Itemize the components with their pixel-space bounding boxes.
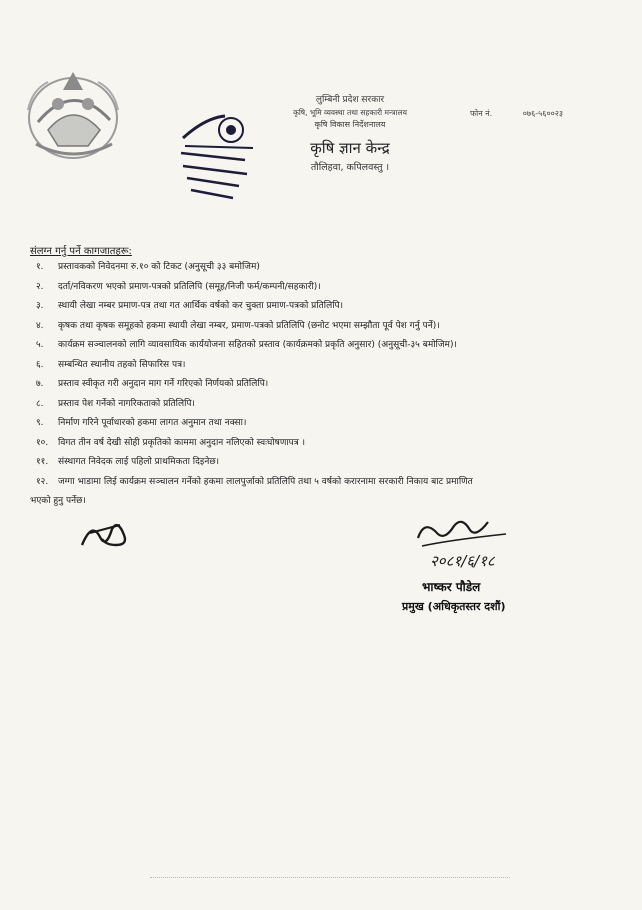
center-name: कृषि ज्ञान केन्द्र [310,139,390,157]
ministry-name: कृषि, भूमि व्यवस्था तथा सहकारी मन्त्रालय [293,108,407,117]
phone-label: फोन नं. [470,109,493,118]
office-location: तौलिहवा, कपिलवस्तु । [310,162,390,173]
list-item: १०. विगत तीन वर्ष देखी सोही प्रकृतिको काममा अनुदान नलिएको स्वःघोषणापत्र । [36,437,306,448]
list-item: ८. प्रस्ताव पेश गर्नेको नागरिकताको प्रतिलिपि। [36,398,195,409]
signatory-name: भाष्कर पौडेल [422,580,481,594]
signature-date: २०८१/६/१८ [430,552,495,570]
list-item: २. दर्ता/नविकरण भएको प्रमाण-पत्रको प्रतिलिपि (समूह/निजी फर्म/कम्पनी/सहकारी)। [36,281,321,292]
officer-signature-icon [410,512,530,574]
list-item: ४. कृषक तथा कृषक समूहको हकमा स्थायी लेखा नम्बर, प्रमाण-पत्रको प्रतिलिपि (छनोट भएमा सम्झौता पूर्व पेश गर्नु पर्ने)। [36,320,440,331]
section-heading: संलग्न गर्नु पर्ने कागजातहरू: [30,246,132,257]
list-item: ६. सम्बन्धित स्थानीय तहको सिफारिस पत्र। [36,359,186,370]
phone-number: ०७६-५६००२३ [522,109,564,118]
nepal-emblem-icon [18,60,128,170]
initials-signature-icon [76,515,136,553]
document-list [30,258,636,512]
directorate-name: कृषि विकास निर्देशनालय [314,120,386,129]
list-item: १२. जग्गा भाडामा लिई कार्यक्रम सञ्चालन गर्नेको हकमा लालपुर्जाको प्रतिलिपि तथा ५ वर्षको करारनामा सरकारी निकाय बाट प्रमाणित [36,476,473,487]
bottom-divider [150,877,510,878]
phone-info [470,108,563,119]
list-item: १. प्रस्तावकको निवेदनमा रु.१० को टिकट (अनुसूची ३३ बमोजिम) [36,262,260,272]
signatory-title: प्रमुख (अधिकृतस्तर दशौं) [402,600,506,613]
list-item: ९. निर्माण गरिने पूर्वाधारको हकमा लागत अनुमान तथा नक्सा। [36,418,247,428]
list-item-continuation: भएको हुनु पर्नेछ। [30,496,86,506]
province-name: लुम्बिनी प्रदेश सरकार [315,95,385,105]
list-item: ५. कार्यक्रम सञ्चालनको लागि व्यावसायिक कार्ययोजना सहितको प्रस्ताव (कार्यक्रमको प्रकृति अनुसार) (अनुसूची-३५ बमोजिम)। [36,340,457,350]
list-item: ३. स्थायी लेखा नम्बर प्रमाण-पत्र तथा गत आर्थिक वर्षको कर चुक्ता प्रमाण-पत्रको प्रतिलिपि। [36,301,344,311]
list-item: ७. प्रस्ताव स्वीकृत गरी अनुदान माग गर्ने गरिएको निर्णयको प्रतिलिपि। [36,379,269,389]
office-header [270,94,430,175]
office-stamp-icon [175,108,263,208]
list-item: ११. संस्थागत निवेदक लाई पहिलो प्राथमिकता दिइनेछ। [36,457,220,467]
